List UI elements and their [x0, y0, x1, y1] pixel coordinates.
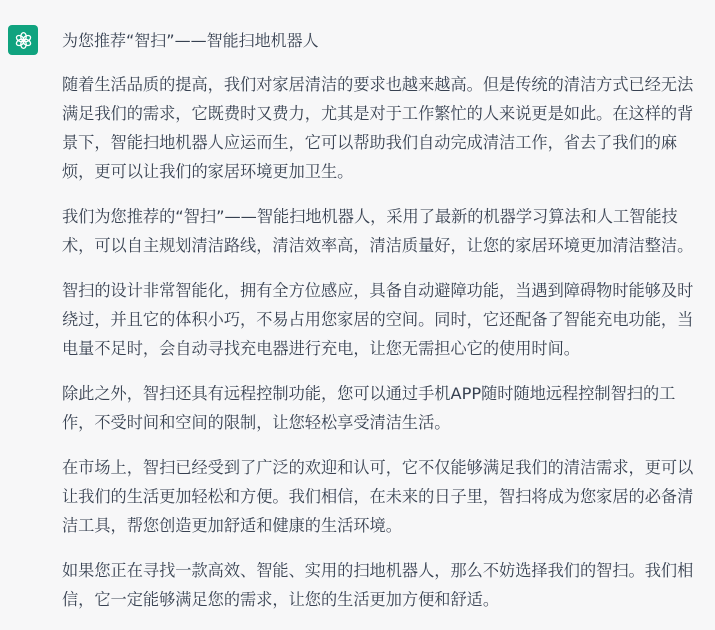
message-content — [62, 26, 702, 630]
message-title: 为您推荐“智扫”——智能扫地机器人 — [62, 31, 319, 50]
message-paragraph: 在市场上，智扫已经受到了广泛的欢迎和认可，它不仅能够满足我们的清洁需求，更可以让我们的生活更加轻松和方便。我们相信，在未来的日子里，智扫将成为您家居的必备清洁工具，帮您创造更加舒适和健康的生活环境。 — [62, 458, 694, 535]
message-paragraph: 智扫的设计非常智能化，拥有全方位感应，具备自动避障功能，当遇到障碍物时能够及时绕过，并且它的体积小巧，不易占用您家居的空间。同时，它还配备了智能充电功能，当电量不足时，会自动寻找充电器进行充电，让您无需担心它的使用时间。 — [62, 281, 694, 358]
message-paragraph: 除此之外，智扫还具有远程控制功能，您可以通过手机APP随时随地远程控制智扫的工作，不受时间和空间的限制，让您轻松享受清洁生活。 — [62, 384, 676, 432]
message-paragraph: 随着生活品质的提高，我们对家居清洁的要求也越来越高。但是传统的清洁方式已经无法满足我们的需求，它既费时又费力，尤其是对于工作繁忙的人来说更是如此。在这样的背景下，智能扫地机器人应运而生，它可以帮助我们自动完成清洁工作，省去了我们的麻烦，更可以让我们的家居环境更加卫生。 — [62, 75, 694, 181]
message-paragraph: 我们为您推荐的“智扫”——智能扫地机器人，采用了最新的机器学习算法和人工智能技术，可以自主规划清洁路线，清洁效率高，清洁质量好，让您的家居环境更加清洁整洁。 — [62, 207, 694, 255]
assistant-avatar — [8, 25, 38, 55]
openai-logo-icon — [13, 30, 34, 51]
message-paragraph: 如果您正在寻找一款高效、智能、实用的扫地机器人，那么不妨选择我们的智扫。我们相信，它一定能够满足您的需求，让您的生活更加方便和舒适。 — [62, 561, 694, 609]
